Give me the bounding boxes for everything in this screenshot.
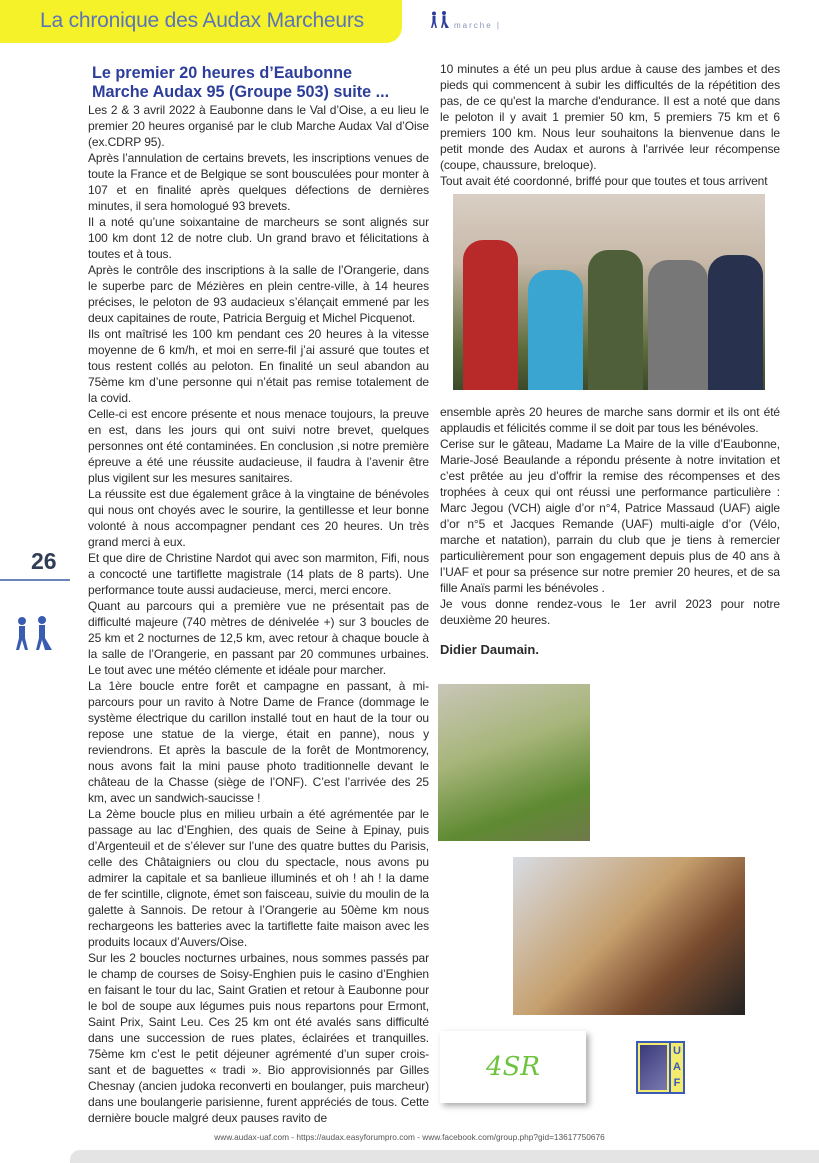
right-column	[440, 61, 780, 1103]
paragraph: Il a noté qu’une soixantaine de marcheurs se sont alignés sur 100 km dont 12 de notre club. Un grand bravo et félicitations à toutes et à tous.	[88, 215, 429, 261]
page-number-rule	[0, 579, 70, 581]
walkers-icon	[430, 11, 450, 29]
header-title: La chronique des Audax Marcheurs	[40, 9, 364, 32]
right-column-top	[440, 61, 780, 189]
right-column-bottom	[440, 404, 780, 628]
header-banner	[0, 0, 402, 43]
page-number: 26	[31, 548, 57, 574]
paragraph: Celle-ci est encore présente et nous menace toujours, la preuve en est, dans les jours qui ont suivi notre brevet, quelques personnes ont été contaminées. En conclusion ,si notre première épreuve a été une réussite audacieuse, il faudra à l’avenir être plus vigilent sur les mesures sanitaires.	[88, 407, 429, 485]
title-line: Marche Audax 95 (Groupe 503) suite ...	[92, 83, 390, 101]
walkers-icon	[14, 616, 54, 652]
paragraph: Ils ont maîtrisé les 100 km pendant ces 20 heures à la vitesse moyenne de 6 km/h, et moi en serre-fil j’ai assuré que toutes et tous restent collés au peloton. En finalité un seul abandon au 75ème km d’une personne qui n’était pas remise totalement de la covid.	[88, 327, 429, 405]
paragraph: Quant au parcours qui a première vue ne présentait pas de difficulté majeure (740 mètres de dénivelée +) sur 3 boucles de 25 km et 2 nocturnes de 12,5 km, avec retour à chaque boucle à la salle de l’Orangerie, en passant par 20 communes urbaines. Le tout avec une météo clémente et idéale pour marcher.	[88, 599, 429, 677]
uaf-letter: U	[673, 1044, 681, 1057]
eagle-icon	[640, 1045, 667, 1090]
section-label: marche |	[454, 21, 501, 30]
paragraph: Tout avait été coordonné, briffé pour que toutes et tous arrivent	[440, 174, 768, 188]
footer-links: www.audax-uaf.com - https://audax.easyforumpro.com - www.facebook.com/group.php?gid=13617750676	[214, 1132, 605, 1142]
uaf-logo	[636, 1041, 685, 1094]
article-title	[92, 64, 432, 102]
paragraph: ensemble après 20 heures de marche sans dormir et ils ont été applaudis et félicités comme il se doit par tous les bénévoles.	[440, 405, 780, 435]
paragraph: Et que dire de Christine Nardot qui avec son marmiton, Fifi, nous a concocté une tartiflette magistrale (14 plats de 8 parts). Une performance toute aussi audacieuse, merci, merci encore.	[88, 551, 429, 597]
resting-walker-photo	[513, 857, 745, 1015]
title-line: Le premier 20 heures d’Eaubonne	[92, 64, 352, 82]
paragraph: Cerise sur le gâteau, Madame La Maire de la ville d’Eaubonne, Marie-José Beaulande a répondu présente à notre invitation et c’est prêtée au jeu d’offrir la remise des récompenses et des trophées à ceux qui ont réussi une performance particulière : Marc Jegou (VCH) aigle d’or n°4, Patrice Massaud (UAF) aigle d’or n°5 et Jacques Remande (UAF) multi-aigle d’or (Vélo, marche et natation), parrain du club que je tiens à remercier particulièrement pour son engagement depuis plus de 40 ans à l’UAF et pour sa présence sur notre premier 20 heures, et de sa fille Anaïs parmi les bénévoles .	[440, 437, 780, 595]
paragraph: Après le contrôle des inscriptions à la salle de l’Orangerie, dans le superbe parc de Mézières en plein centre-ville, à 14 heures précises, le peloton de 93 audacieux s’élançait emmené par les deux capitaines de route, Patricia Berguig et Michel Picquenot.	[88, 263, 429, 325]
paragraph: La 2ème boucle plus en milieu urbain a été agrémentée par le passage au lac d’Enghien, des quais de Seine à Epinay, puis d’Argenteuil et de s’élever sur l’une des quatre buttes du Parisis, celle des Châtaigniers ou clou du spectacle, nous avons pu admirer la capitale et sa banlieue illuminés et oh ! ah ! la dame de fer scintille, clignote, émet son faisceau, suivie du moulin de la galette à Sannois. De retour à l’Orangerie au 50ème km nous rechargeons les batteries avec la tartiflette faite maison avec les produits locaux d’Auvers/Oise.	[88, 807, 429, 949]
paragraph: Sur les 2 boucles nocturnes urbaines, nous sommes passés par le champ de courses de Soisy-Enghien puis le casino d’Enghien en faisant le tour du lac, Saint Gratien et retour à Eaubonne pour le bol de soupe aux légumes puis nous repartons pour Ermont, Saint Prix, Saint Leu. Ces 25 km ont été avalés sans difficulté dans une succession de rues plates, éclairées et tranquilles. 75ème km c’est le petit déjeuner agrémenté d’un super crois-sant et de baguettes « tradi ». Bio approvisionnés par Gilles Chesnay (ancien judoka reconverti en boulanger, puis marcheur) dans une boulangerie parisienne, furent appréciés de tous. Cette dernière boucle malgré deux pauses ravito de	[88, 951, 429, 1125]
paragraph: Les 2 & 3 avril 2022 à Eaubonne dans le Val d’Oise, a eu lieu le premier 20 heures organisé par le club Marche Audax Val d’Oise (ex.CDRP 95).	[88, 103, 429, 149]
author-signature: Didier Daumain.	[440, 642, 539, 657]
group-photo-trophies	[453, 194, 765, 390]
paragraph: Je vous donne rendez-vous le 1er avril 2023 pour notre deuxième 20 heures.	[440, 597, 780, 627]
uaf-letter: F	[673, 1077, 681, 1090]
paragraph: 10 minutes a été un peu plus ardue à cause des jambes et des pieds qui commencent à subir les difficultés de la répétition des pas, de ce qu'est la marche d'endurance. Il est a noté que dans le peloton il y avait 1 premier 50 km, 5 premiers 75 km et 6 premiers 100 km. Nous leur souhaitons la bienvenue dans le petit monde des Audax et aurons à l'arrivée leur récompense (coupe, chaussure, breloque).	[440, 62, 780, 172]
uaf-letter: A	[673, 1060, 681, 1073]
paragraph: La réussite est due également grâce à la vingtaine de bénévoles qui nous ont choyés avec le sourire, la gentillesse et leur bonne volonté à nous accompagner pendant ces 20 heures. Un très grand merci à eux.	[88, 487, 429, 549]
footer-bar	[70, 1150, 819, 1163]
paragraph: La 1ère boucle entre forêt et campagne en passant, à mi-parcours pour un ravito à Notre Dame de France (dommage le système électrique du carillon installé tout en haut de la tour ou repose une statue de la vierge, était en panne), nous y reviendrons. Et après la bascule de la forêt de Montmorency, nous avons fait la mini pause photo traditionnelle devant le château de la Chasse (siège de l’ONF). C’est l’arrivée des 25 km, avec un sandwich-saucisse !	[88, 679, 429, 805]
walkers-path-photo	[438, 684, 590, 841]
paragraph: Après l’annulation de certains brevets, les inscriptions venues de toute la France et de Belgique se sont bousculées pour monter à 107 et en finalité après quelques défections de dernières minutes, il sera homologué 93 brevets.	[88, 151, 429, 213]
club-4sr-logo: 4SR	[440, 1031, 586, 1103]
left-column	[88, 102, 429, 1126]
logos-row	[440, 1031, 780, 1103]
